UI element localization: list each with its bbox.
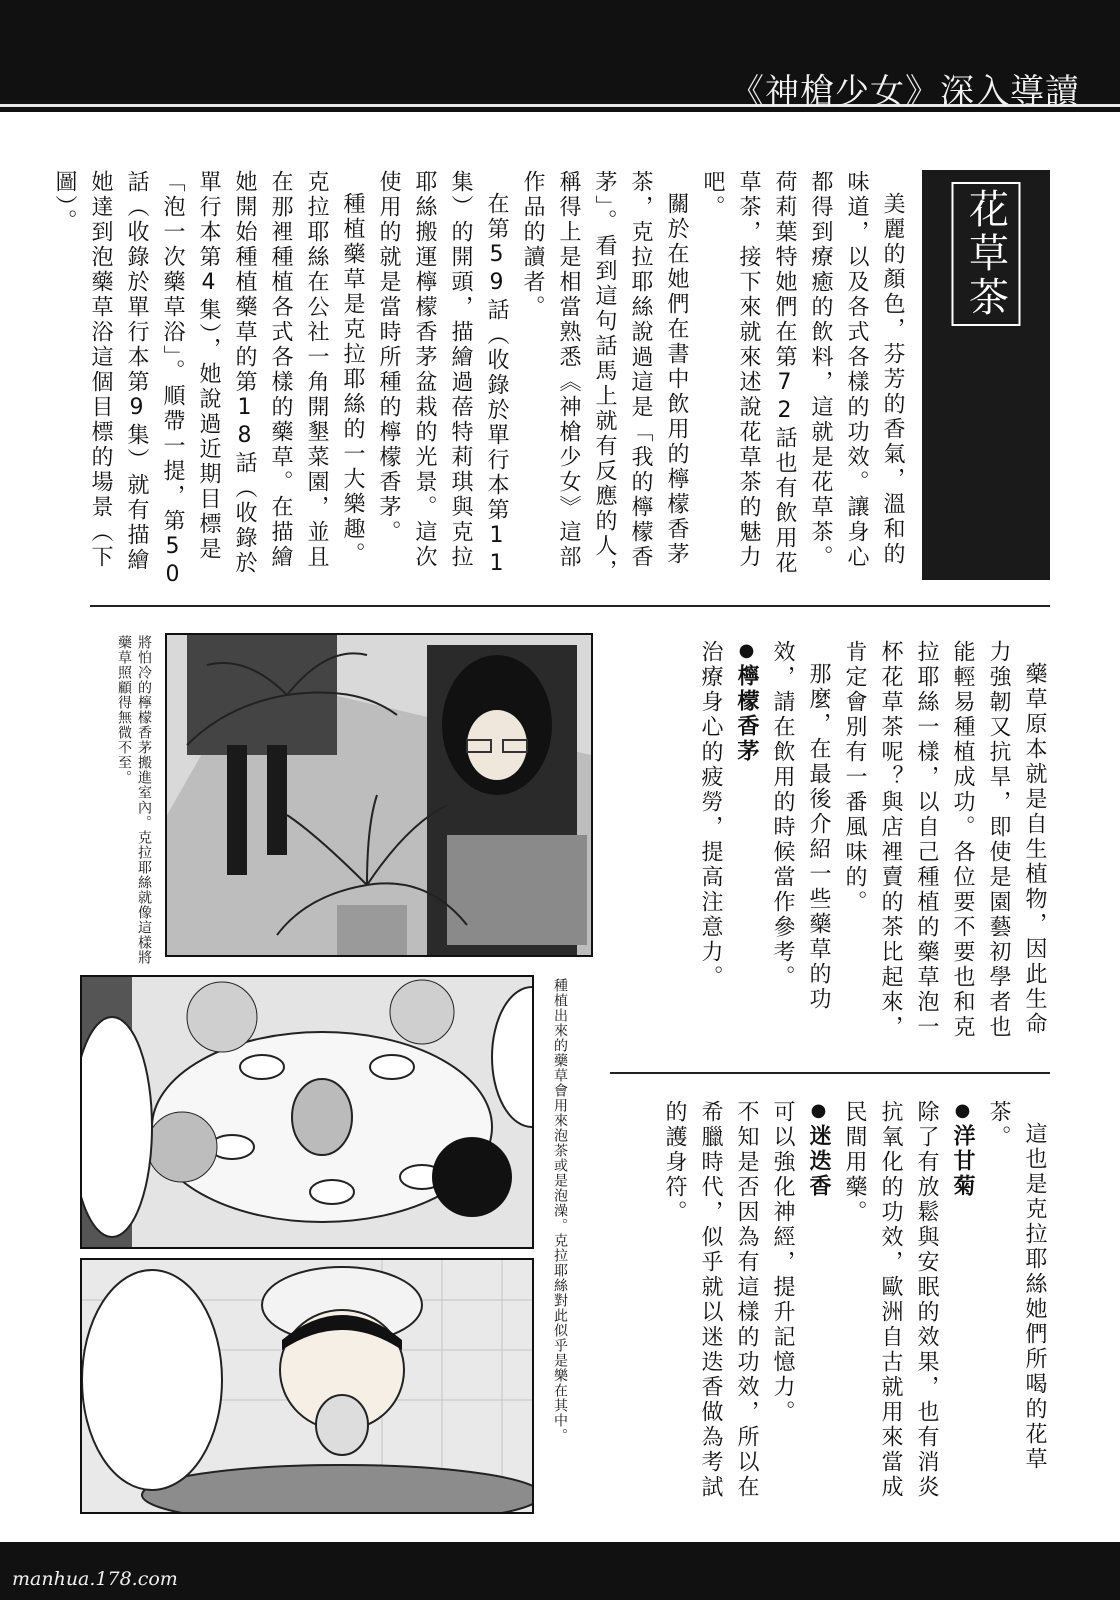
lower-paragraph-1: 這也是克拉耶絲她們所喝的花草茶。	[986, 1100, 1047, 1472]
herb-rosemary-title	[800, 1100, 836, 1500]
herb-lemongrass-title	[728, 640, 764, 1040]
lower-text	[612, 1100, 1052, 1500]
manga-panel-tea-table	[80, 975, 534, 1249]
bullet-icon: ●	[736, 640, 757, 664]
bullet-icon: ●	[808, 1100, 829, 1124]
herb-chamomile-title	[944, 1100, 980, 1500]
intro-paragraph-1: 美麗的顏色，芬芳的香氣，溫和的味道，以及各式各樣的功效。讓身心都得到療癒的飲料，這就是花草茶。荷莉葉特她們在第72話也有飲用花草茶，接下來就來述說花草茶的魅力吧。	[700, 170, 905, 576]
herb-rosemary-name: 迷迭香	[806, 1124, 831, 1199]
page-header	[0, 0, 1120, 112]
page-title: 《神槍少女》深入導讀	[730, 72, 1080, 112]
caption-panel-1: 將怕冷的檸檬香茅搬進室內。克拉耶絲就像這樣將藥草照顧得無微不至。	[116, 635, 152, 965]
intro-paragraph-2: 關於在她們在書中飲用的檸檬香茅茶，克拉耶絲說過這是「我的檸檬香茅」。看到這句話馬上就有反應的人，稱得上是相當熟悉《神槍少女》這部作品的讀者。	[520, 170, 689, 584]
manga-illustration-1	[167, 635, 591, 955]
middle-paragraph-1: 藥草原本就是自生植物，因此生命力強韌又抗旱，即使是園藝初學者也能輕易種植成功。各位要不要也和克拉耶絲一樣，以自己種植的藥草泡一杯花草茶呢？與店裡賣的茶比起來，肯定會別有一番風味的。	[842, 640, 1047, 1040]
intro-text	[52, 170, 910, 590]
page-footer	[0, 1542, 1120, 1600]
intro-paragraph-4: 種植藥草是克拉耶絲的一大樂趣。克拉耶絲在公社一角開墾菜園，並且在那裡種植各式各樣的藥草。在描繪她開始種植藥草的第18話（收錄於單行本第4集），她說過近期目標是「泡一次藥草浴」。順帶一提，第50話（收錄於單行本第9集）就有描繪她達到泡藥草浴這個目標的場景（下圖）。	[52, 170, 365, 590]
herb-lemongrass-name: 檸檬香茅	[734, 664, 759, 764]
manga-illustration-3	[82, 1260, 532, 1512]
divider-mid	[610, 1072, 1050, 1074]
section-title-box	[922, 170, 1050, 580]
divider-top	[90, 605, 1050, 607]
herb-chamomile-desc: 除了有放鬆與安眠的效果，也有消炎抗氧化的功效，歐洲自古就用來當成民間用藥。	[842, 1100, 939, 1500]
site-watermark: manhua.178.com	[12, 1568, 178, 1590]
herb-rosemary-desc-2: 不知是否因為有這樣的功效，所以在希臘時代，似乎就以迷迭香做為考試的護身符。	[662, 1100, 759, 1500]
middle-paragraph-2: 那麼，在最後介紹一些藥草的功效，請在飲用的時候當作參考。	[770, 640, 831, 1012]
manga-panel-herbal-bath	[80, 1258, 534, 1514]
manga-panel-lemongrass	[165, 633, 593, 957]
herb-rosemary-desc-1: 可以強化神經，提升記憶力。	[770, 1100, 795, 1425]
manga-illustration-2	[82, 977, 532, 1247]
middle-text	[612, 640, 1052, 1040]
herb-lemongrass-desc: 治療身心的疲勞，提高注意力。	[698, 640, 723, 990]
herb-chamomile-name: 洋甘菊	[950, 1124, 975, 1199]
section-title: 花草茶	[952, 182, 1021, 326]
caption-panel-2-3: 種植出來的藥草會用來泡茶或是泡澡。克拉耶絲對此似乎是樂在其中。	[552, 978, 568, 1443]
bullet-icon: ●	[952, 1100, 973, 1124]
intro-paragraph-3: 在第59話（收錄於單行本第11集）的開頭，描繪過蓓特莉琪與克拉耶絲搬運檸檬香茅盆栽的光景。這次使用的就是當時所種的檸檬香茅。	[376, 170, 509, 579]
